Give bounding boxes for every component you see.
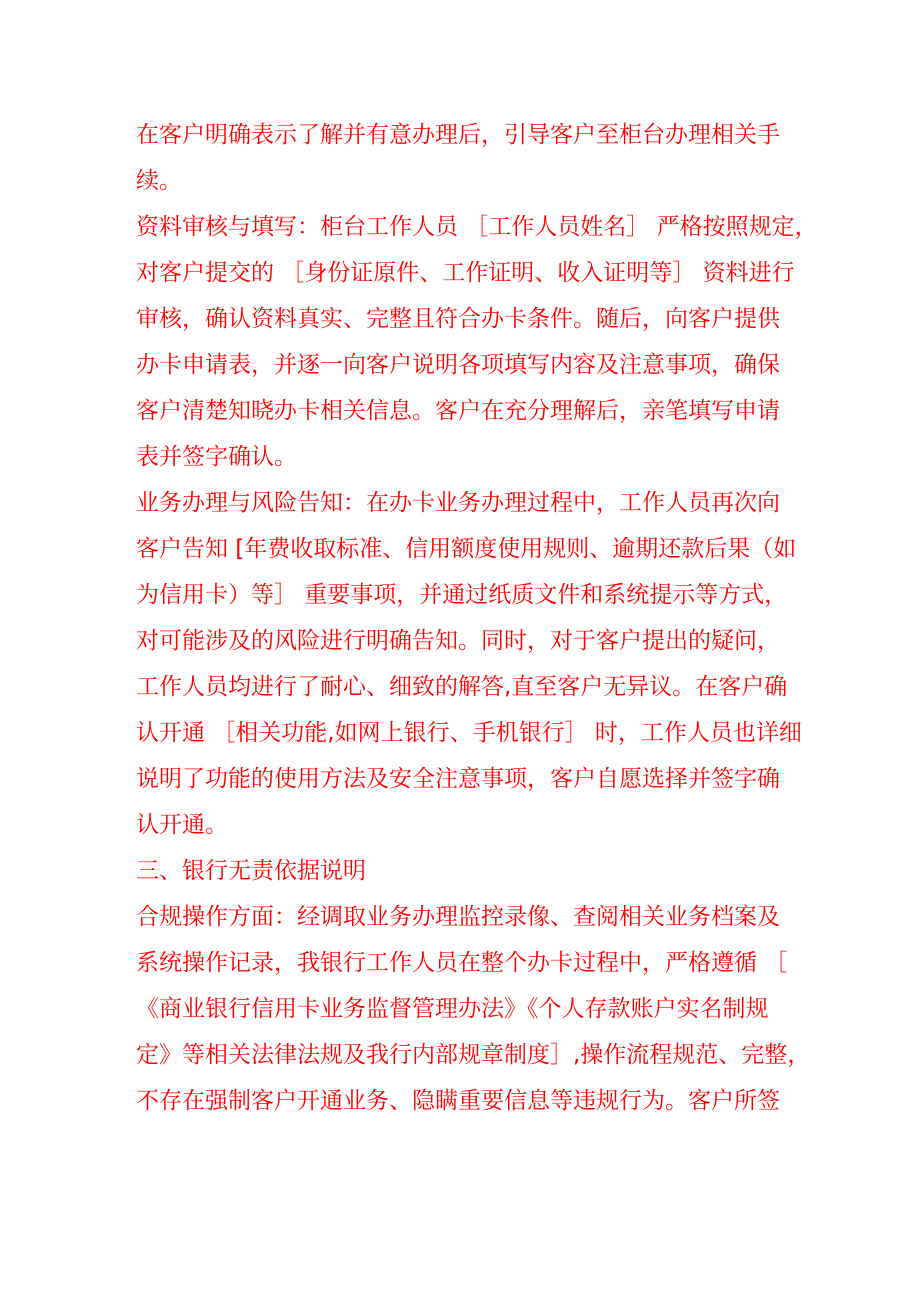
text-line: 定》等相关法律法规及我行内部规章制度］,操作流程规范、完整， (136, 1042, 811, 1068)
text-line: 审核，确认资料真实、完整且符合办卡条件。随后，向客户提供 (136, 306, 780, 332)
text-line: 说明了功能的使用方法及安全注意事项，客户自愿选择并签字确 (136, 766, 780, 792)
text-line: 客户清楚知晓办卡相关信息。客户在充分理解后，亲笔填写申请 (136, 398, 780, 424)
section-heading: 三、银行无责依据说明 (136, 858, 366, 884)
document-body (136, 112, 818, 1124)
text-line: 业务办理与风险告知：在办卡业务办理过程中，工作人员再次向 (136, 490, 780, 516)
text-line: 客户告知 [年费收取标准、信用额度使用规则、逾期还款后果（如 (136, 536, 797, 562)
text-line: 工作人员均进行了耐心、细致的解答,直至客户无异议。在客户确 (136, 674, 788, 700)
text-line: 不存在强制客户开通业务、隐瞒重要信息等违规行为。客户所签 (136, 1088, 780, 1114)
text-line: 认开通 ［相关功能,如网上银行、手机银行］ 时，工作人员也详细 (136, 720, 802, 746)
text-line: 在客户明确表示了解并有意办理后，引导客户至柜台办理相关手 (136, 122, 780, 148)
text-line: 认开通。 (136, 812, 228, 838)
text-line: 办卡申请表，并逐一向客户说明各项填写内容及注意事项，确保 (136, 352, 780, 378)
text-line: 合规操作方面：经调取业务办理监控录像、查阅相关业务档案及 (136, 904, 780, 930)
text-line: 对可能涉及的风险进行明确告知。同时，对于客户提出的疑问， (136, 628, 780, 654)
text-line: 对客户提交的 ［身份证原件、工作证明、收入证明等］ 资料进行 (136, 260, 795, 286)
text-line: 为信用卡）等］ 重要事项，并通过纸质文件和系统提示等方式， (136, 582, 788, 608)
text-line: 资料审核与填写：柜台工作人员 ［工作人员姓名］ 严格按照规定， (136, 214, 818, 240)
text-line: 《商业银行信用卡业务监督管理办法》《个人存款账户实名制规 (136, 996, 769, 1022)
text-line: 续。 (136, 168, 182, 194)
text-line: 表并签字确认。 (136, 444, 297, 470)
text-line: 系统操作记录，我银行工作人员在整个办卡过程中，严格遵循 ［ (136, 950, 788, 976)
